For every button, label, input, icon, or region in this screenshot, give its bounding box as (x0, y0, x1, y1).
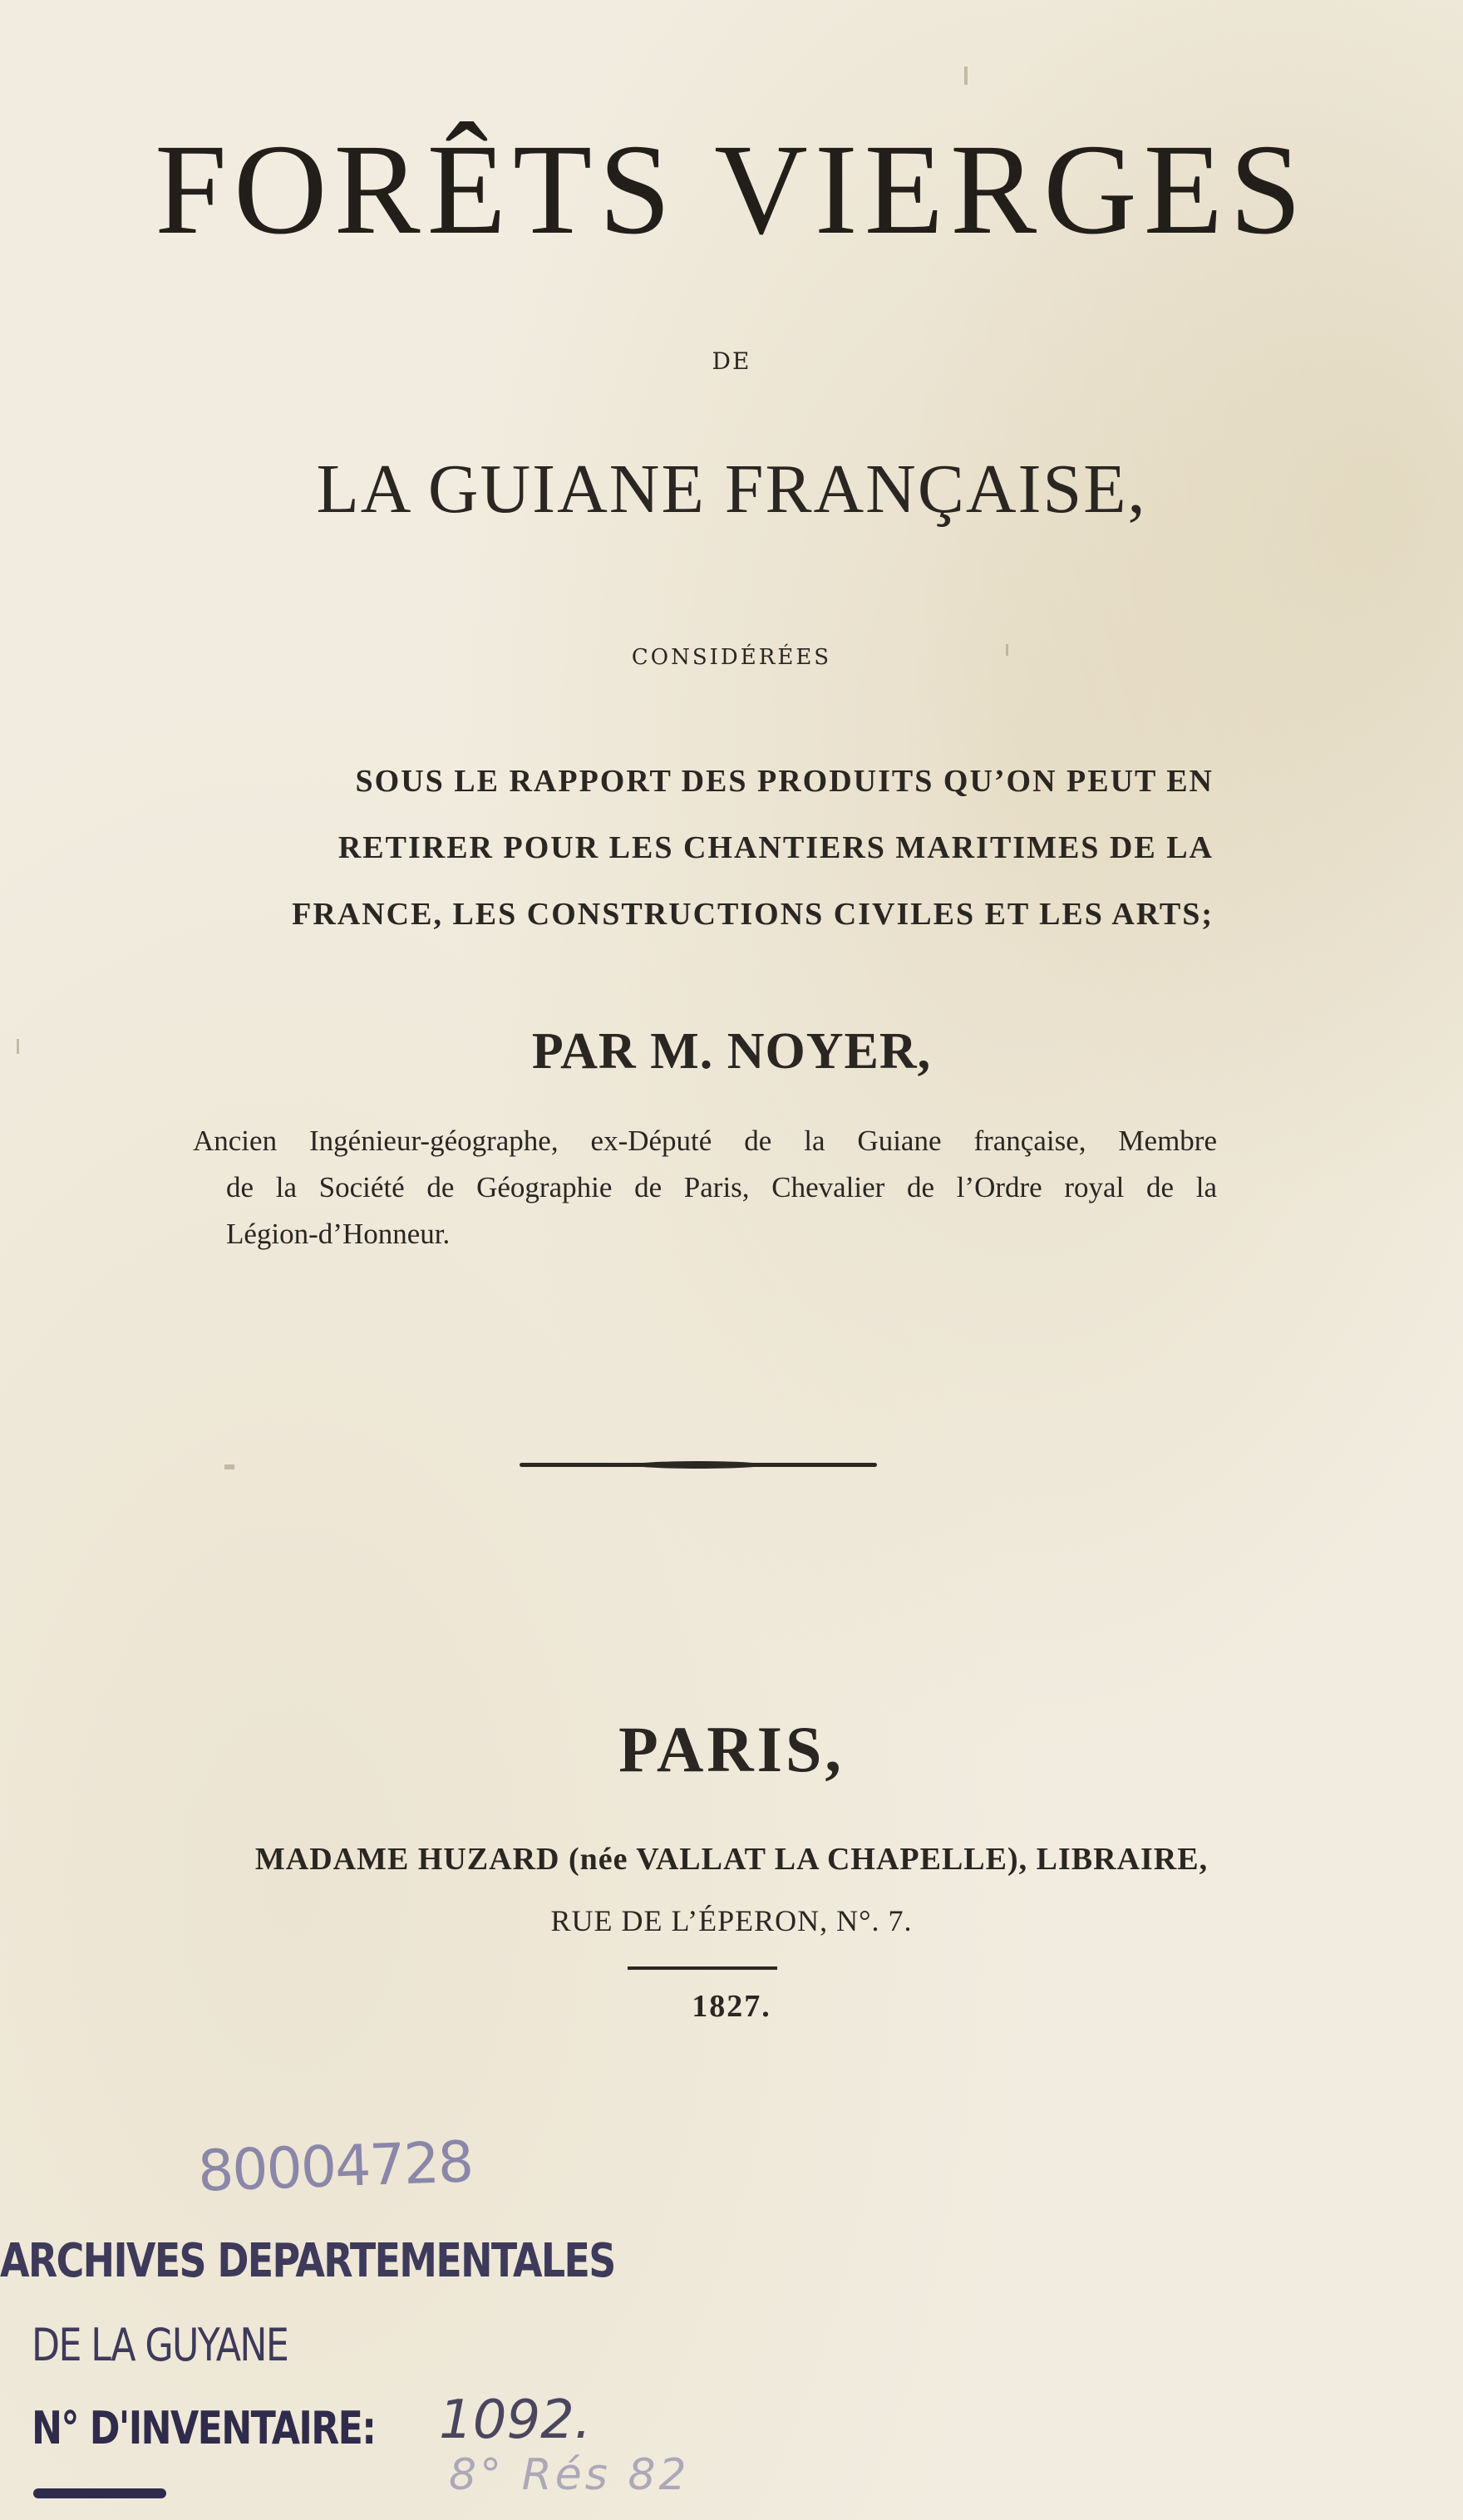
paper-speck (17, 1039, 19, 1054)
archive-stamp-line-3: N° D'INVENTAIRE: (32, 2402, 376, 2454)
credentials-line-2: de la Société de Géographie de Paris, Chevalier de l’Ordre royal de la (226, 1171, 1217, 1203)
handwritten-inventory-number: 1092. (439, 2390, 592, 2451)
paper-speck (224, 1464, 234, 1469)
imprint-address: RUE DE L’ÉPERON, N°. 7. (550, 1904, 913, 1937)
ornamental-rule-swell (632, 1461, 765, 1469)
title-connector: DE (712, 347, 751, 375)
pencil-catalog-number: 80004728 (196, 2129, 474, 2205)
credentials-line-3: Légion-d’Honneur. (226, 1218, 451, 1250)
imprint-publisher: MADAME HUZARD (née VALLAT LA CHAPELLE), LIBRAIRE, (254, 1842, 1209, 1877)
imprint-year: 1827. (692, 1989, 771, 2024)
imprint-city: PARIS, (618, 1713, 845, 1785)
book-title: FORÊTS VIERGES (155, 117, 1308, 261)
year-rule (628, 1966, 777, 1970)
subject-line-1: SOUS LE RAPPORT DES PRODUITS QU’ON PEUT EN (355, 764, 1214, 799)
archive-stamp-line-2: DE LA GUYANE (32, 2319, 288, 2371)
author-line: PAR M. NOYER, (531, 1023, 932, 1080)
archive-stamp-line-1: ARCHIVES DEPARTEMENTALES (0, 2234, 615, 2288)
subject-description (191, 748, 1214, 947)
paper-speck (1006, 644, 1008, 656)
stamp-underline (33, 2488, 166, 2498)
credentials-line-1: Ancien Ingénieur-géographe, ex-Député de la Guiane française, Membre (193, 1125, 1217, 1157)
handwritten-shelfmark: 8° Rés 82 (449, 2450, 690, 2500)
considerees-label: CONSIDÉRÉES (631, 645, 832, 670)
paper-speck (964, 66, 968, 85)
subject-line-2: RETIRER POUR LES CHANTIERS MARITIMES DE LA (337, 830, 1214, 865)
author-credentials (193, 1118, 1217, 1258)
subject-line-3: FRANCE, LES CONSTRUCTIONS CIVILES ET LES ARTS; (292, 897, 1214, 932)
book-subtitle: LA GUIANE FRANÇAISE, (316, 450, 1147, 528)
